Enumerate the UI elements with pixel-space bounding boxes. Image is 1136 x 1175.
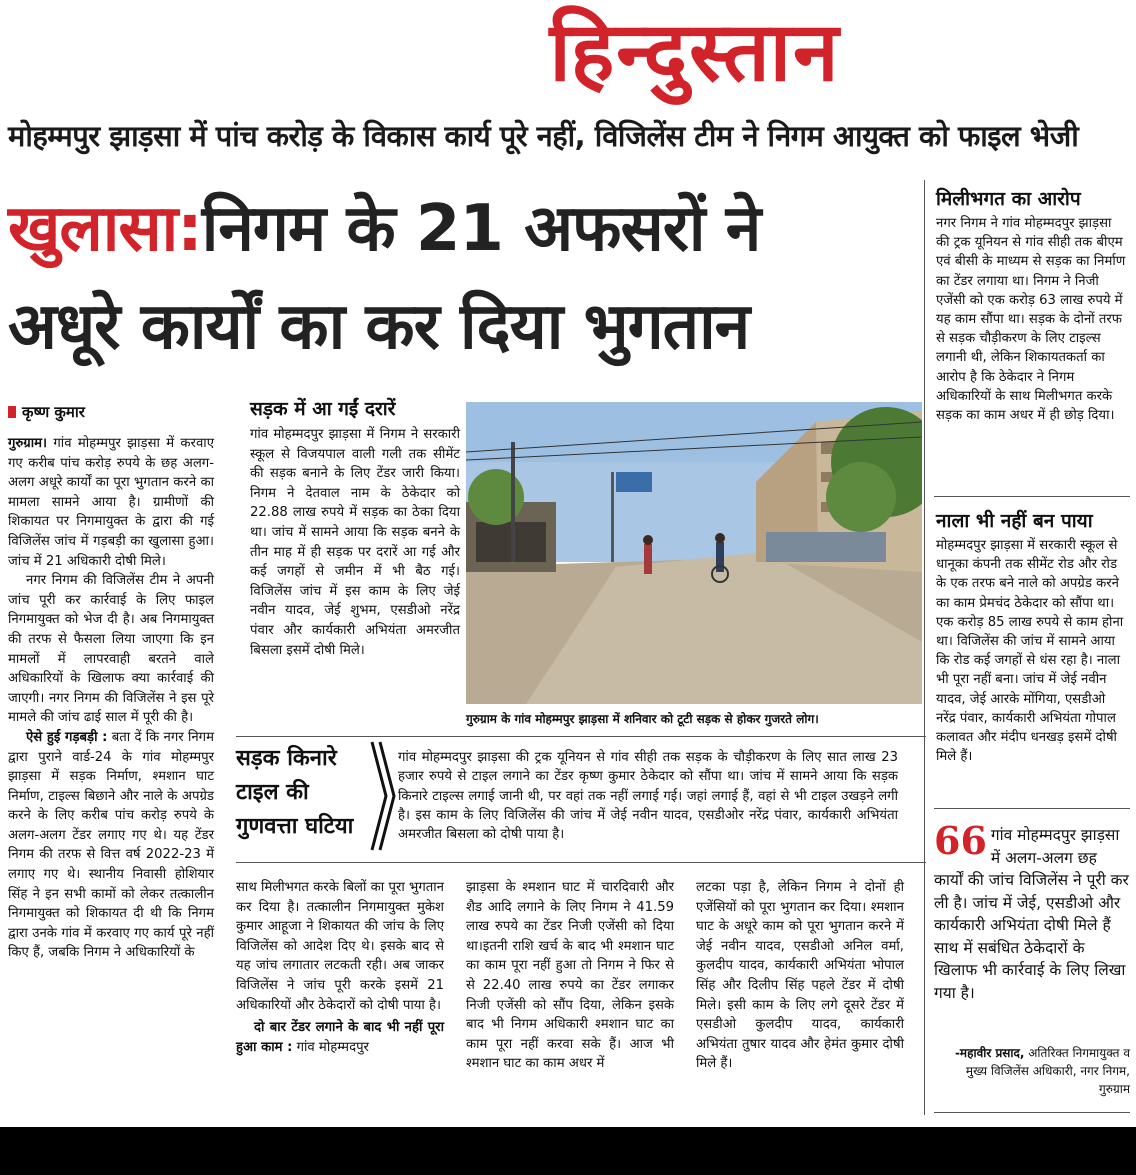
quote-attribution (934, 1044, 1130, 1098)
headline-line2: अधूरे कार्यों का कर दिया भुगतान (8, 290, 750, 364)
bottom-text-1-tail: गांव मोहम्मदपुर (292, 1039, 369, 1055)
collusion-text: नगर निगम ने गांव मोहम्मदपुर झाड़सा की ट्रक यूनियन से गांव सीही तक बीएम एवं बीसी के माध्यम से सड़क का निर्माण का टेंडर लगाया था। निगम ने निजी एजेंसी को एक करोड़ 63 लाख रुपये में यह काम सौंपा था। सड़क के दोनों तरफ से सड़क चौड़ीकरण के लिए टाइल्स लगानी थी, लेकिन शिकायतकर्ता का आरोप है कि ठेकेदार ने निगम अधिकारियों के साथ मिलीभगत करके सड़क का काम अधर में ही छोड़ दिया। (936, 216, 1126, 424)
bottom-column-3: लटका पड़ा है, लेकिन निगम ने दोनों ही एजेंसियों को पूरा भुगतान कर दिया। श्मशान घाट के अधूरे काम को पूरा भुगतान करने में जेई नवीन यादव, एसडीओ अनिल वर्मा, कुलदीप यादव, कार्यकारी अभियंता भोपाल सिंह और दिलीप सिंह पहले टेंडर में दोषी मिले। इसी काम के लिए लगे दूसरे टेंडर में एसडीओ कुलदीप यादव, कार्यकारी अभियंता तुषार यादव और हेमंत कुमार दोषी मिले हैं। (696, 880, 904, 1072)
drain-box (936, 508, 1128, 766)
collusion-box (936, 186, 1128, 425)
lead-paragraph-1 (8, 434, 214, 571)
bottom-column-1 (236, 878, 444, 1057)
bottom-text-1: साथ मिलीभगत करके बिलों का पूरा भुगतान कर दिया है। तत्कालीन निगमायुक्त मुकेश कुमार आहूजा ने शिकायत की जांच के लिए विजिलेंस को आदेश दिए थे। इसके बाद से यह जांच लगातार लटकती रही। अब जाकर विजिलेंस ने जांच पूरी करके इसमें 21 अधिकारियों और ठेकेदारों को दोषी पाया है। (236, 880, 444, 1013)
photo-caption: गुरुग्राम के गांव मोहम्मपुर झाड़सा में शनिवार को टूटी सड़क से होकर गुजरते लोग। (466, 712, 819, 726)
byline-marker (8, 406, 16, 418)
lead-subhead: ऐसे हुई गड़बड़ी : (26, 729, 108, 745)
chevron-divider-icon (368, 740, 396, 852)
quote-text: गांव मोहम्मदपुर झाड़सा में अलग-अलग छह कार्यों की जांच विजिलेंस ने पूरी कर ली है। जांच में जेई, एसडीओ और कार्यकारी अभियंता दोषी मिले हैं साथ में सबंधित ठेकेदारों के खिलाफ भी कार्रवाई के लिए लिखा गया है। (934, 826, 1129, 1002)
main-headline (8, 180, 908, 376)
sidebar-rule-2 (934, 808, 1130, 809)
lead-paragraph-3 (8, 728, 214, 963)
lead-text-1: गांव मोहम्मपुर झाड़सा में करवाए गए करीब पांच करोड़ रुपये के छह अलग-अलग अधूरे कार्यों का पूरा भुगतान करने का मामला सामने आया है। ग्रामीणों की शिकायत पर निगमायुक्त के द्वारा की गई विजिलेंस जांच में गड़बड़ी का खुलासा हुआ। जांच में 21 अधिकारी दोषी मिले। (8, 436, 214, 569)
sidebar-rule-1 (934, 496, 1130, 497)
bottom-subhead: दो बार टेंडर लगाने के बाद भी नहीं पूरा हुआ काम : (236, 1020, 444, 1055)
collusion-heading: मिलीभगत का आरोप (936, 188, 1081, 210)
section-rule (236, 862, 926, 863)
headline-prefix: खुलासा: (8, 192, 202, 266)
column-rule (924, 180, 925, 1115)
byline-author: कृष्ण कुमार (22, 403, 85, 421)
drain-heading: नाला भी नहीं बन पाया (936, 510, 1093, 532)
tile-box-text: गांव मोहम्मदपुर झाड़सा की ट्रक यूनियन से गांव सीही तक सड़क के चौड़ीकरण के लिए सात लाख 23 हजार रुपये से टाइल लगाने का टेंडर कृष्ण कुमार ठेकेदार को सौंपा था। जांच में सामने आया कि सड़क किनारे टाइल्स लगाई जानी थी, पर वहां तक नहीं लगाई गई। जहां लगाई हैं, वहां से भी टाइल उखड़ने लगी है। इस काम के लिए विजिलेंस की जांच में जेई नवीन यादव, एसडीओर नरेंद्र पंवार, कार्यकारी अभियंता अमरजीत बिसला को दोषी पाया है। (398, 750, 898, 843)
street-photo (466, 402, 922, 704)
byline (8, 402, 85, 422)
masthead-logo: हिन्दुस्तान (549, 4, 841, 100)
lead-paragraph-2: नगर निगम की विजिलेंस टीम ने अपनी जांच पूरी कर कार्रवाई के लिए फाइल निगमायुक्त को भेज दी है। अब निगमायुक्त की तरफ से फैसला लिया जाएगा कि इन मामलों में लापरवाही बरतने वाले अधिकारियों के खिलाफ क्या कार्रवाई की जाएगी। नगर निगम की विजिलेंस ने इस पूरे मामले की जांच ढाई साल में पूरी की है। (8, 573, 214, 726)
street-photo-illustration (466, 402, 922, 704)
kicker-headline: मोहम्मपुर झाड़सा में पांच करोड़ के विकास कार्य पूरे नहीं, विजिलेंस टीम ने निगम आयुक्त को फाइल भेजी (8, 119, 1079, 153)
box-rule-top (236, 736, 926, 737)
drain-text: मोहम्मदपुर झाड़सा में सरकारी स्कूल से धानूका कंपनी तक सीमेंट रोड और रोड के एक तरफ बने नाले को अपग्रेड करने का काम प्रेमचंद ठेकेदार को सौंपा था। एक करोड़ 85 लाख रुपये से काम होना था। विजिलेंस की जांच में सामने आया कि रोड कई जगहों से धंस रहा है। नाला भी पूरा नहीं बना। जांच में जेई नवीन यादव, जेई आरके मोंगिया, एसडीओ नरेंद्र पंवार, कार्यकारी अभियंता गोपाल कलावत और मंदीप धनखड़ इसमें दोषी मिले हैं। (936, 538, 1124, 765)
tile-box-title: सड़क किनारे टाइल की गुणवत्ता घटिया (236, 746, 354, 839)
bottom-paragraph-2 (236, 1018, 444, 1057)
headline-line1: निगम के 21 अफसरों ने (201, 192, 761, 266)
quote-mark-icon: 66 (934, 818, 987, 863)
lead-column (8, 434, 214, 963)
lead-text-3: बता दें कि नगर निगम द्वारा पुराने वार्ड-24 के गांव मोहम्मपुर झाड़सा में सड़क निर्माण, श्मशान घाट निर्माण, टाइल्स बिछाने और नाले के अपग्रेड करने के लिए करीब पांच करोड़ रुपये के अलग-अलग टेंडर लगाए गए थे। यह टेंडर निगम की तरफ से वित्त वर्ष 2022-23 में लगाए गए थे। स्थानीय निवासी होशियार सिंह ने इन सभी कामों को लेकर तत्कालीन निगमायुक्त को शिकायत दी थी कि निगम द्वारा उनके गांव में करवाए गए कार्य पूरे नहीं किए हैं, जबकि निगम ने अधिकारियों के (8, 729, 214, 961)
lead-dateline: गुरुग्राम। (8, 436, 48, 451)
sidebar-rule-3 (934, 1112, 1130, 1113)
pull-quote (934, 818, 1130, 1004)
crack-text: गांव मोहम्मदपुर झाड़सा में निगम ने सरकारी स्कूल से विजयपाल वाली गली तक सीमेंट की सड़क बनाने के लिए टेंडर जारी किया। निगम ने देतवाल नाम के ठेकेदार को 22.88 लाख रुपये में सड़क का ठेका दिया था। जांच में सामने आया कि सड़क बनने के तीन माह में ही सड़क पर दरारें आ गई और कई जगहों से जमीन में भी बैठ गई। विजिलेंस जांच में इस काम के लिए जेई नवीन यादव, जेई शुभम, एसडीओ नरेंद्र पंवार और कार्यकारी अभियंता अमरजीत बिसला इसमें दोषी मिले। (250, 427, 460, 658)
bottom-column-2: झाड़सा के श्मशान घाट में चारदिवारी और शैड आदि लगाने के लिए निगम ने 41.59 लाख रुपये का टेंडर निजी एजेंसी को दिया था।इतनी राशि खर्च के बाद भी श्मशान घाट का काम पूरा नहीं हुआ तो निगम ने फिर से से 22.40 लाख रुपये का टेंडर लगाकर निजी एजेंसी को सौंप दिया, लेकिन इसके बाद भी निगम अधिकारी श्मशान घाट का काम पूरा नहीं करवा सके हैं। आज भी श्मशान घाट का काम अधर में (466, 880, 674, 1072)
crack-story (250, 396, 460, 660)
quote-role: अतिरिक्त निगमायुक्त व मुख्य विजिलेंस अधिकारी, नगर निगम, गुरुग्राम (965, 1046, 1130, 1096)
crack-heading: सड़क में आ गईं दरारें (250, 398, 396, 420)
quote-author: -महावीर प्रसाद, (954, 1046, 1025, 1060)
